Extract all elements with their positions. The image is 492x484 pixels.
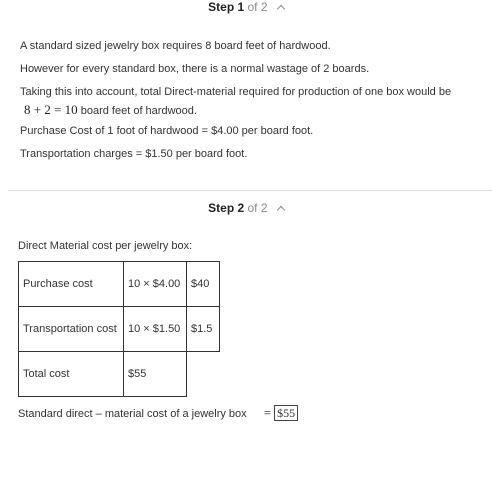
answer-box: $55 (274, 405, 298, 421)
row-label: Purchase cost (19, 262, 124, 307)
row-label: Total cost (19, 352, 124, 397)
row-label: Transportation cost (19, 307, 124, 352)
chevron-up-icon[interactable] (277, 206, 285, 214)
table-row (19, 352, 220, 397)
chevron-up-icon[interactable] (277, 5, 285, 13)
step-1-line-1: A standard sized jewelry box requires 8 board feet of hardwood. (20, 40, 331, 52)
step-2-intro: Direct Material cost per jewelry box: (18, 240, 193, 252)
cost-table (18, 261, 220, 397)
row-value: $1.5 (187, 307, 220, 352)
row-calc: 10 × $1.50 (124, 307, 187, 352)
step-1-line-4-text: board feet of hardwood. (80, 105, 197, 117)
step-1-line-5: Purchase Cost of 1 foot of hardwood = $4.00 per board foot. (20, 125, 314, 137)
step-1-count: of 2 (247, 0, 268, 14)
conclusion (18, 405, 298, 421)
step-1-label: Step 1 (208, 0, 245, 14)
sum-equation: 8 + 2 = 10 (24, 102, 78, 117)
step-2-header[interactable] (0, 201, 492, 215)
step-1-line-4 (24, 102, 197, 118)
row-calc: 10 × $4.00 (124, 262, 187, 307)
step-2-count: of 2 (247, 201, 268, 215)
equals-sign: = (263, 405, 272, 420)
step-1-line-6: Transportation charges = $1.50 per board foot. (20, 148, 248, 160)
step-divider (8, 190, 492, 191)
step-2-label: Step 2 (208, 201, 245, 215)
step-1-header[interactable] (0, 0, 492, 14)
row-value (187, 352, 220, 397)
row-value: $40 (187, 262, 220, 307)
table-row (19, 262, 220, 307)
table-row (19, 307, 220, 352)
row-calc: $55 (124, 352, 187, 397)
step-1-line-2: However for every standard box, there is a normal wastage of 2 boards. (20, 63, 370, 75)
step-1-line-3: Taking this into account, total Direct-material required for production of one box would be (20, 86, 452, 98)
conclusion-text: Standard direct – material cost of a jewelry box (18, 408, 247, 420)
